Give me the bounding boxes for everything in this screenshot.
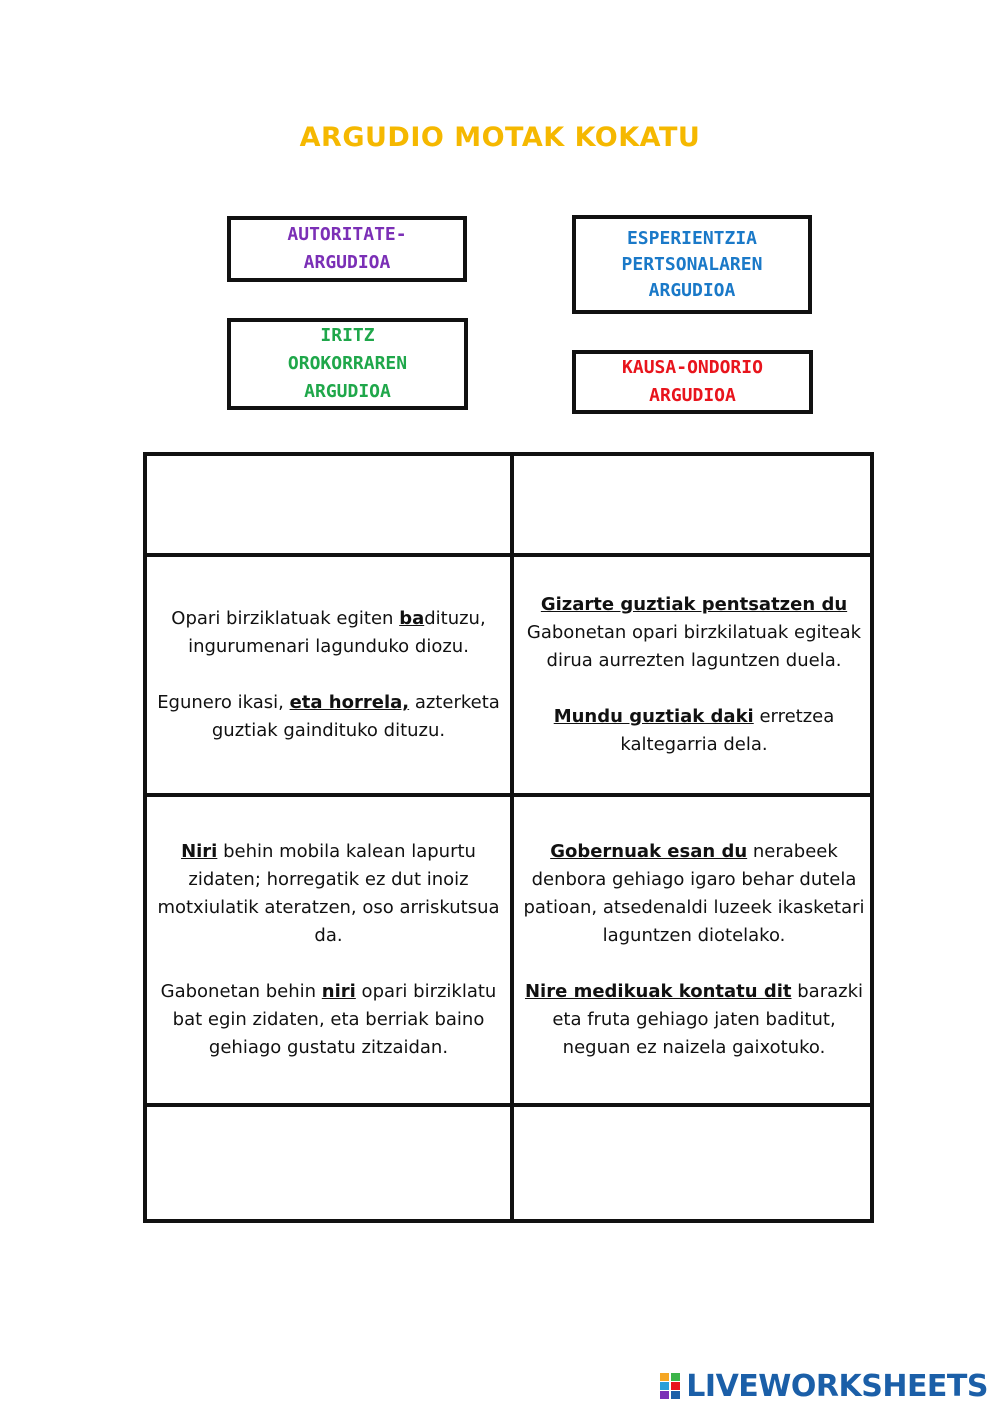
example-cell-kausa (147, 557, 510, 793)
drop-zone-bottom-left[interactable] (147, 1107, 510, 1219)
label-line: ESPERIENTZIA (626, 227, 758, 249)
example-cell-iritz (514, 557, 874, 793)
liveworksheets-logo (660, 1366, 988, 1406)
example-text: Gobernuak esan du nerabeek denbora gehiago igaro behar dutela patioan, atsedenaldi luzeek ikasketari laguntzen diotelako. (523, 841, 865, 946)
example-text: Mundu guztiak daki erretzea kaltegarria dela. (553, 706, 835, 755)
draggable-label-autoritate[interactable] (227, 216, 467, 282)
example-text: Egunero ikasi, eta horrela, azterketa guztiak gaindituko dituzu. (157, 692, 500, 741)
label-line: KAUSA-ONDORIO (622, 357, 763, 378)
label-line: ARGUDIOA (649, 385, 736, 406)
example-text: Nire medikuak kontatu dit barazki eta fruta gehiago jaten baditut, neguan ez naizela gaixotuko. (524, 981, 864, 1058)
example-text: Opari birziklatuak egiten badituzu, ingurumenari lagunduko diozu. (171, 608, 486, 657)
example-cell-esperientzia (147, 797, 510, 1103)
brand-name: LIVEWORKSHEETS (686, 1368, 988, 1404)
drop-zone-top-right[interactable] (514, 456, 874, 553)
label-line: IRITZ (320, 325, 375, 346)
label-line: OROKORRAREN (287, 353, 408, 374)
drop-zone-top-left[interactable] (147, 456, 510, 553)
argument-table (143, 452, 874, 1223)
liveworksheets-icon (660, 1373, 682, 1399)
label-line: ARGUDIOA (303, 252, 391, 273)
example-text: Niri behin mobila kalean lapurtu zidaten; horregatik ez dut inoiz motxiulatik ateratzen, oso arriskutsua da. (157, 841, 500, 946)
example-text: Gizarte guztiak pentsatzen du Gabonetan opari birzkilatuak egiteak dirua aurrezten laguntzen duela. (526, 594, 862, 671)
label-line: ARGUDIOA (304, 381, 391, 402)
label-line: ARGUDIOA (648, 279, 736, 301)
draggable-label-iritz[interactable] (227, 318, 468, 410)
page-title: ARGUDIO MOTAK KOKATU (299, 122, 701, 153)
drop-zone-bottom-right[interactable] (514, 1107, 874, 1219)
draggable-label-kausa[interactable] (572, 350, 813, 414)
label-line: AUTORITATE- (287, 224, 407, 245)
label-line: PERTSONALAREN (621, 253, 763, 275)
example-text: Gabonetan behin niri opari birziklatu bat egin zidaten, eta berriak baino gehiago gustatu zitzaidan. (160, 981, 497, 1058)
draggable-label-esperientzia[interactable] (572, 215, 812, 314)
example-cell-autoritate (514, 797, 874, 1103)
